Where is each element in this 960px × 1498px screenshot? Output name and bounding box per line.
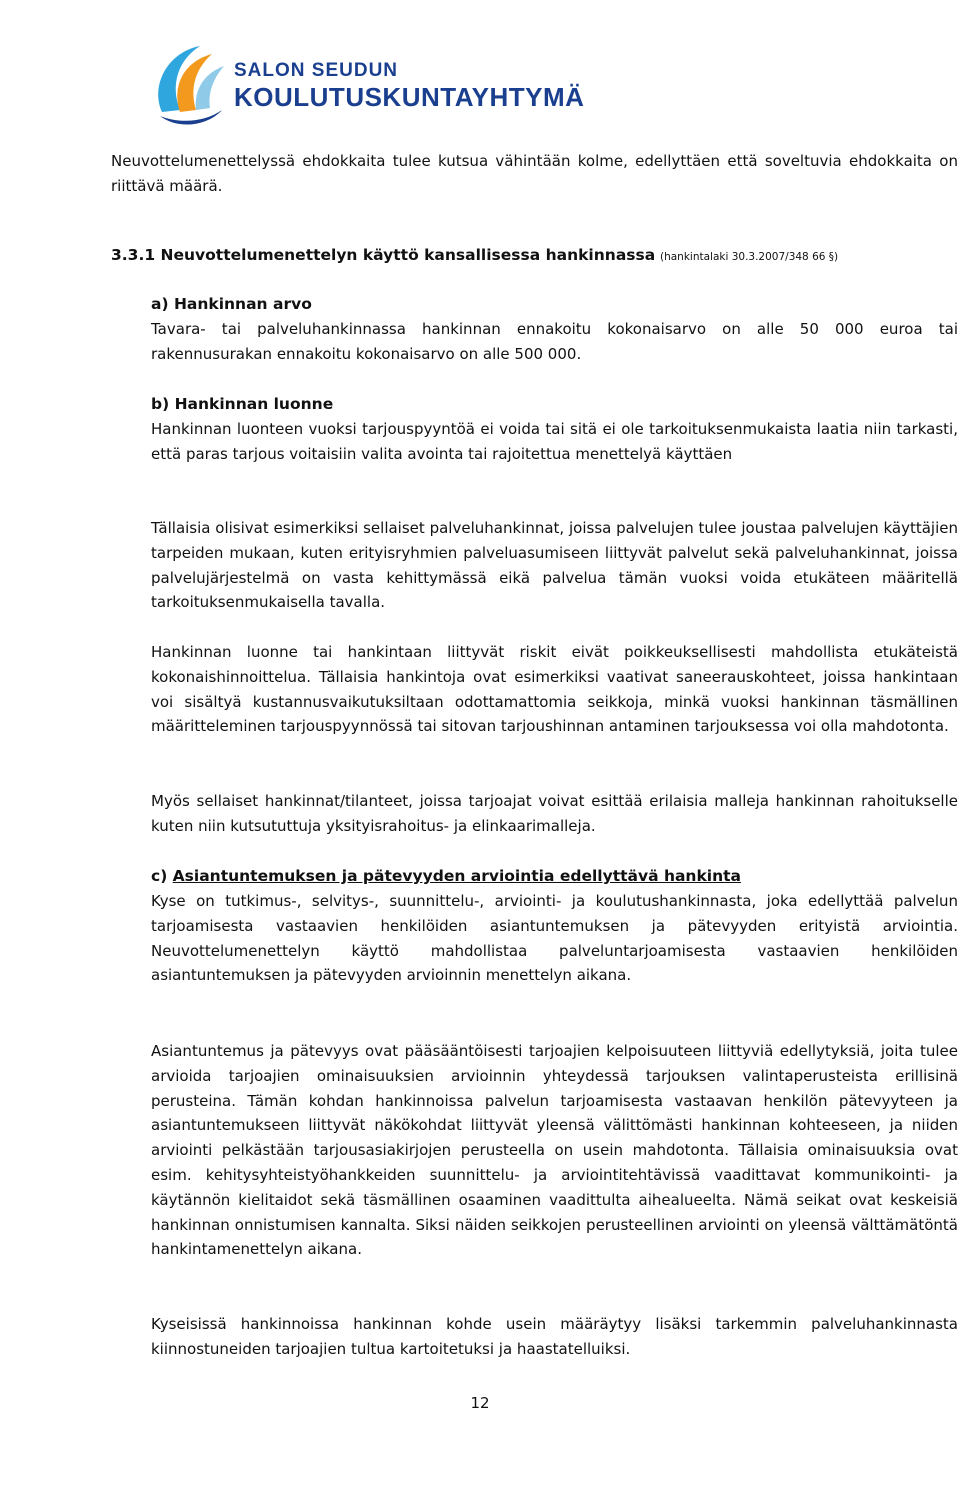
subheading-a: a) Hankinnan arvo	[151, 295, 312, 313]
page-number: 12	[470, 1394, 490, 1412]
subheading-c-prefix: c)	[151, 867, 173, 885]
intro-paragraph: Neuvottelumenettelyssä ehdokkaita tulee kutsua vähintään kolme, edellyttäen että soveltuvia ehdokkaita on riittävä määrä.	[111, 152, 958, 195]
logo-text-line2: KOULUTUSKUNTAYHTYMÄ	[234, 82, 585, 112]
paragraph-b4: Myös sellaiset hankinnat/tilanteet, joissa tarjoajat voivat esittää erilaisia malleja hankinnan rahoitukselle kuten niin kutsututtuja yksityisrahoitus- ja elinkaarimalleja.	[151, 792, 958, 835]
paragraph-b3: Hankinnan luonne tai hankintaan liittyvät riskit eivät poikkeuksellisesti mahdollista etukäteistä kokonaishinnoittelua. Tällaisia hankintoja ovat esimerkiksi vaativat saneerauskohteet, joissa hankintaan voi sisältyä kustannusvaikutuksiltaan odottamattomia seikkoja, minkä vuoksi hankinnan täsmällinen määritteleminen tarjouspyynnössä tai sitovan tarjoushinnan antaminen tarjouksessa voi olla mahdotonta.	[151, 643, 958, 736]
paragraph-b2: Tällaisia olisivat esimerkiksi sellaiset palveluhankinnat, joissa palvelujen tulee joustaa palvelujen käyttäjien tarpeiden mukaan, kuten erityisryhmien palveluasumiseen liittyvät palvelut sekä palveluhankinnat, joissa palvelujärjestelmä on vasta kehittymässä eikä palvelua tämän vuoksi voida etukäteen määritellä tarkoituksenmukaisella tavalla.	[151, 519, 958, 612]
section-reference: (hankintalaki 30.3.2007/348 66 §)	[659, 251, 839, 263]
paragraph-c1: Kyse on tutkimus-, selvitys-, suunnittelu-, arviointi- ja koulutushankinnasta, joka edellyttää palvelun tarjoamisesta vastaavien henkilöiden asiantuntemuksen ja pätevyyden erityistä arviointia. Neuvottelumenettelyn käyttö mahdollistaa palveluntarjoamisesta vastaavien henkilöiden asiantuntemuksen ja pätevyyden arvioinnin menettelyn aikana.	[151, 892, 958, 985]
logo-text-line1: SALON SEUDUN	[234, 60, 399, 81]
subheading-c-title: Asiantuntemuksen ja pätevyyden arviointia edellyttävä hankinta	[172, 867, 741, 885]
section-title: 3.3.1 Neuvottelumenettelyn käyttö kansallisessa hankinnassa	[111, 246, 656, 264]
subheading-b: b) Hankinnan luonne	[151, 395, 334, 413]
paragraph-b1: Hankinnan luonteen vuoksi tarjouspyyntöä ei voida tai sitä ei ole tarkoituksenmukaista laatia niin tarkasti, että paras tarjous voitaisiin valita avointa tai rajoitettua menettelyä käyttäen	[151, 420, 958, 463]
subheading-c	[151, 864, 958, 889]
paragraph-c3: Kyseisissä hankinnoissa hankinnan kohde usein määräytyy lisäksi tarkemmin palveluhankinnasta kiinnostuneiden tarjoajien tultua kartoitetuksi ja haastatelluiksi.	[151, 1315, 958, 1358]
logo-emblem-icon	[150, 40, 230, 130]
organization-logo	[150, 40, 650, 130]
paragraph-a: Tavara- tai palveluhankinnassa hankinnan ennakoitu kokonaisarvo on alle 50 000 euroa tai rakennusurakan ennakoitu kokonaisarvo on alle 500 000.	[151, 320, 958, 363]
section-heading	[111, 243, 958, 270]
paragraph-c2: Asiantuntemus ja pätevyys ovat pääsääntöisesti tarjoajien kelpoisuuteen liittyviä edellytyksiä, joita tulee arvioida tarjoajien ominaisuuksien arvioinnin yhteydessä tarjouksen valintaperusteista erillisinä perusteina. Tämän kohdan hankinnoissa palvelun tarjoamisesta vastaavan henkilön pätevyyteen ja asiantuntemukseen liittyvät näkökohdat liittyvät yleensä välittömästi hankinnan kohteeseen, ja niiden arviointi pelkästään tarjousasiakirjojen perusteella on usein mahdotonta. Tällaisia ominaisuuksia ovat esim. kehitysyhteistyöhankkeiden suunnittelu- ja arviointitehtävissä vaadittavat kommunikointi- ja käytännön kielitaidot sekä täsmällinen osaaminen vaadittulta aihealueelta. Nämä seikat ovat keskeisiä hankinnan onnistumisen kannalta. Siksi näiden seikkojen perusteellinen arviointi on yleensä välttämätöntä hankintamenettelyn aikana.	[151, 1042, 958, 1259]
